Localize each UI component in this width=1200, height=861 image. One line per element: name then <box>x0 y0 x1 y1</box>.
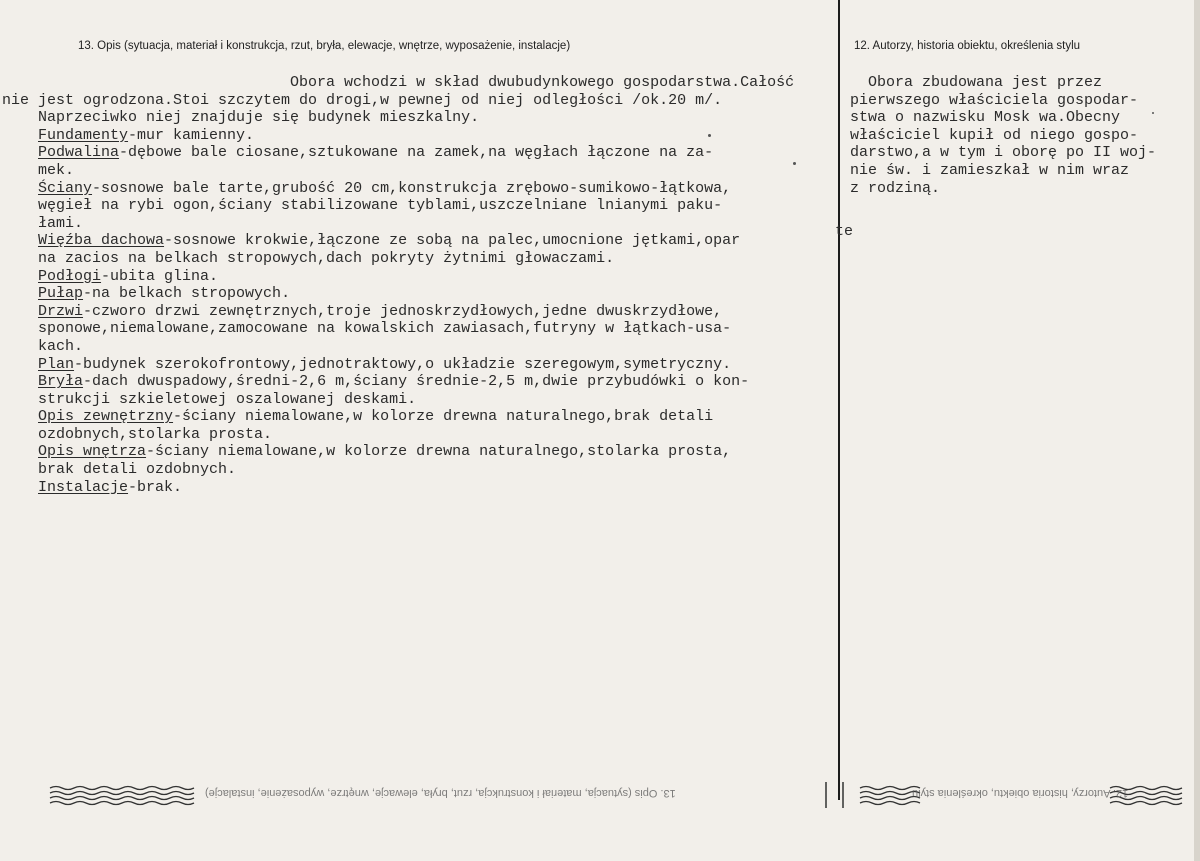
typed-line: darstwo,a w tym i oborę po II woj- <box>850 144 1157 162</box>
typed-line <box>2 426 836 444</box>
field-text: strukcji szkieletowej oszalowanej deskami. <box>2 390 417 408</box>
field-text <box>2 408 38 425</box>
field-text: -sosnowe bale tarte,grubość 20 cm,konstrukcja zrębowo-sumikowo-łątkowa, <box>92 179 732 197</box>
field-label: Ściany <box>38 179 93 197</box>
typed-line <box>2 162 836 180</box>
typed-line: nie św. i zamieszkał w nim wraz <box>850 161 1130 179</box>
ink-dot <box>793 162 796 165</box>
field-text: -sosnowe krokwie,łączone ze sobą na palec,umocnione jętkami,opar <box>164 232 741 250</box>
typed-line <box>2 408 836 426</box>
field-text: nie jest ogrodzona.Stoi szczytem do drogi,w pewnej od niej odległości /ok.20 m/. <box>2 91 723 109</box>
field-text: mek. <box>2 161 75 179</box>
field-label: Więźba dachowa <box>38 232 165 250</box>
typed-line: pierwszego właściciela gospodar- <box>850 91 1139 109</box>
field-text: -czworo drzwi zewnętrznych,troje jednoskrzydłowych,jedne dwuskrzydłowe, <box>83 302 723 320</box>
description-typed-text <box>2 74 836 496</box>
field-label: Pułap <box>38 285 84 303</box>
typed-line <box>2 479 836 497</box>
typed-line <box>2 180 836 198</box>
field-text: brak detali ozdobnych. <box>2 461 237 479</box>
field-text <box>2 479 38 496</box>
page-edge <box>1194 0 1200 861</box>
field-text: -ubita glina. <box>101 267 219 285</box>
column-divider <box>838 0 840 800</box>
field-label: Drzwi <box>38 302 84 320</box>
field-label: Instalacje <box>38 478 129 496</box>
typed-line <box>2 250 836 268</box>
typed-line: stwa o nazwisku Mosk wa.Obecny <box>850 109 1121 127</box>
field-text: łami. <box>2 214 84 232</box>
authors-typed-text <box>850 74 1195 197</box>
field-text: Naprzeciwko niej znajduje się budynek mieszkalny. <box>2 109 480 127</box>
ink-dot <box>708 134 711 137</box>
field-label: Fundamenty <box>38 126 129 144</box>
typed-line: właściciel kupił od niego gospo- <box>850 126 1139 144</box>
field-text <box>2 268 38 285</box>
field-text: -ściany niemalowane,w kolorze drewna naturalnego,stolarka prosta, <box>146 443 732 461</box>
field-label: Plan <box>38 355 75 373</box>
typed-line <box>2 268 836 286</box>
typed-line <box>2 338 836 356</box>
field-text: -mur kamienny. <box>128 126 255 144</box>
field-text: węgieł na rybi ogon,ściany stabilizowane tyblami,uszczelniane lnianymi paku- <box>2 197 723 215</box>
authors-section-header: 12. Autorzy, historia obiektu, określenia stylu <box>854 40 1081 52</box>
field-text: -brak. <box>128 478 183 496</box>
typed-line <box>2 92 836 110</box>
field-label: Opis wnętrza <box>38 443 147 461</box>
mirrored-footer-description: 13. Opis (sytuacja, materiał i konstrukcja, rzut, bryła, elewacje, wnętrze, wyposażenie, instalacje) <box>205 787 676 799</box>
field-text <box>2 144 38 161</box>
field-label: Bryła <box>38 373 84 391</box>
typed-line <box>2 443 836 461</box>
typed-line <box>2 373 836 391</box>
typed-line <box>2 215 836 233</box>
field-text: -dębowe bale ciosane,sztukowane na zamek,na węgłach łączone na za- <box>119 144 714 162</box>
field-text: Obora wchodzi w skład dwubudynkowego gospodarstwa.Całość <box>2 74 795 91</box>
field-text: sponowe,niemalowane,zamocowane na kowalskich zawiasach,futryny w łątkach-usa- <box>2 320 732 338</box>
typed-line <box>2 109 836 127</box>
typed-line <box>2 303 836 321</box>
field-text <box>2 180 38 197</box>
field-label: Podwalina <box>38 144 120 162</box>
typed-line <box>2 391 836 409</box>
typed-line <box>2 356 836 374</box>
field-label: Opis zewnętrzny <box>38 408 174 426</box>
ink-dot <box>1152 112 1154 114</box>
field-text: -dach dwuspadowy,średni-2,6 m,ściany średnie-2,5 m,dwie przybudówki o kon- <box>83 373 750 391</box>
field-text: na zacios na belkach stropowych,dach pokryty żytnimi głowaczami. <box>2 249 615 267</box>
field-text <box>2 285 38 302</box>
mirrored-footer-authors: 12. Autorzy, historia obiektu, określenia stylu <box>912 787 1129 799</box>
field-text <box>2 356 38 373</box>
typed-line <box>2 461 836 479</box>
field-text: -ściany niemalowane,w kolorze drewna naturalnego,brak detali <box>173 408 714 426</box>
typed-line <box>2 320 836 338</box>
field-text <box>2 127 38 144</box>
typed-line <box>2 144 836 162</box>
typed-line <box>2 232 836 250</box>
field-text: kach. <box>2 337 84 355</box>
field-text <box>2 443 38 460</box>
field-text <box>2 373 38 390</box>
field-text <box>2 303 38 320</box>
description-section-header: 13. Opis (sytuacja, materiał i konstrukcja, rzut, bryła, elewacje, wnętrze, wyposażenie, instalacje) <box>78 40 571 52</box>
typed-line <box>2 74 836 92</box>
typed-line <box>2 285 836 303</box>
overflow-fragment: te <box>835 223 854 241</box>
typed-line <box>2 197 836 215</box>
field-text: -budynek szerokofrontowy,jednotraktowy,o układzie szeregowym,symetryczny. <box>74 355 732 373</box>
field-text <box>2 232 38 249</box>
typed-line: z rodziną. <box>850 179 941 197</box>
typed-line: Obora zbudowana jest przez <box>850 74 1103 91</box>
field-text: ozdobnych,stolarka prosta. <box>2 425 273 443</box>
field-text: -na belkach stropowych. <box>83 285 291 303</box>
field-label: Podłogi <box>38 267 102 285</box>
